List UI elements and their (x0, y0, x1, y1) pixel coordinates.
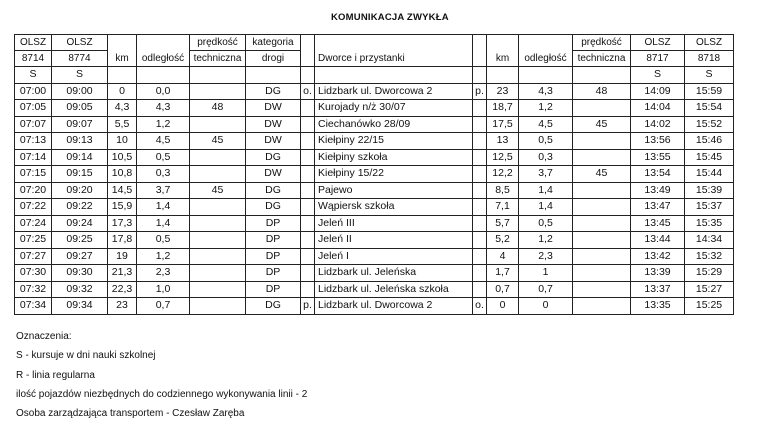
distance-value: 1,4 (519, 199, 573, 216)
legend-line: ilość pojazdów niezbędnych do codziennego wykonywania linii - 2 (16, 388, 308, 400)
distance-value: 2,3 (519, 248, 573, 265)
empty-cell (519, 67, 573, 84)
stop-marker (301, 248, 315, 265)
km-value: 5,5 (108, 116, 137, 133)
table-row (15, 265, 734, 282)
stop-marker (301, 281, 315, 298)
distance-value: 1,0 (137, 281, 190, 298)
return-time: 15:39 (685, 182, 734, 199)
stop-marker: o. (473, 298, 487, 315)
km-header: km (108, 35, 137, 67)
stop-marker (473, 149, 487, 166)
km-value: 18,7 (487, 100, 519, 117)
road-category: DG (246, 83, 301, 100)
course-header: OLSZ (52, 35, 108, 51)
speed-header-sub: techniczna (573, 51, 631, 67)
speed-value (573, 199, 631, 216)
departure-time: 09:24 (52, 215, 108, 232)
road-category: DG (246, 149, 301, 166)
distance-header: odległość (137, 35, 190, 67)
distance-value: 4,3 (137, 100, 190, 117)
distance-value: 1,4 (137, 215, 190, 232)
speed-header: prędkość (190, 35, 246, 51)
road-category: DW (246, 166, 301, 183)
km-value: 15,9 (108, 199, 137, 216)
departure-time: 09:14 (52, 149, 108, 166)
empty-cell (190, 67, 246, 84)
return-time: 13:49 (631, 182, 685, 199)
return-time: 13:45 (631, 215, 685, 232)
empty-cell (473, 67, 487, 84)
road-category: DG (246, 298, 301, 315)
distance-value: 1,2 (137, 248, 190, 265)
stop-name: Wąpiersk szkoła (315, 199, 473, 216)
return-time: 15:25 (685, 298, 734, 315)
distance-value: 0,5 (137, 149, 190, 166)
return-time: 15:52 (685, 116, 734, 133)
distance-value: 1,2 (137, 116, 190, 133)
empty-cell (108, 67, 137, 84)
distance-value: 1 (519, 265, 573, 282)
stop-marker (301, 149, 315, 166)
km-value: 17,8 (108, 232, 137, 249)
empty-cell (315, 67, 473, 84)
distance-value: 4,5 (137, 133, 190, 150)
return-time: 15:32 (685, 248, 734, 265)
departure-time: 07:15 (15, 166, 52, 183)
km-value: 12,5 (487, 149, 519, 166)
stop-name: Pajewo (315, 182, 473, 199)
departure-time: 07:32 (15, 281, 52, 298)
distance-value: 1,4 (137, 199, 190, 216)
km-value: 10,8 (108, 166, 137, 183)
departure-time: 09:00 (52, 83, 108, 100)
speed-value (573, 281, 631, 298)
speed-value: 45 (190, 182, 246, 199)
km-value: 12,2 (487, 166, 519, 183)
stop-name: Kiełpiny szkoła (315, 149, 473, 166)
departure-time: 09:30 (52, 265, 108, 282)
speed-value (573, 248, 631, 265)
stop-marker (473, 133, 487, 150)
km-value: 4 (487, 248, 519, 265)
return-time: 13:42 (631, 248, 685, 265)
speed-value: 45 (573, 116, 631, 133)
stop-marker (301, 116, 315, 133)
stop-marker (301, 232, 315, 249)
departure-time: 07:00 (15, 83, 52, 100)
stop-marker (473, 232, 487, 249)
legend (16, 327, 307, 423)
km-value: 10 (108, 133, 137, 150)
empty-cell (137, 67, 190, 84)
km-value: 7,1 (487, 199, 519, 216)
empty-cell (246, 67, 301, 84)
course-flag: S (15, 67, 52, 84)
legend-line: R - linia regularna (16, 369, 95, 381)
return-time: 15:46 (685, 133, 734, 150)
stop-marker (301, 265, 315, 282)
road-category: DW (246, 133, 301, 150)
return-time: 15:45 (685, 149, 734, 166)
speed-value (190, 232, 246, 249)
table-row (15, 199, 734, 216)
departure-time: 09:13 (52, 133, 108, 150)
road-category: DP (246, 248, 301, 265)
table-row (15, 116, 734, 133)
table-row (15, 215, 734, 232)
course-number: 8718 (685, 51, 734, 67)
stop-marker (301, 166, 315, 183)
speed-value: 45 (573, 166, 631, 183)
table-row (15, 232, 734, 249)
stop-marker (473, 166, 487, 183)
marker-header (473, 35, 487, 67)
empty-cell (487, 67, 519, 84)
speed-value (573, 182, 631, 199)
km-value: 23 (108, 298, 137, 315)
stop-marker (301, 215, 315, 232)
stop-marker: p. (301, 298, 315, 315)
stop-name: Lidzbark ul. Jeleńska (315, 265, 473, 282)
empty-cell (301, 67, 315, 84)
flag-row (15, 67, 734, 84)
return-time: 14:34 (685, 232, 734, 249)
table-row (15, 166, 734, 183)
departure-time: 09:05 (52, 100, 108, 117)
departure-time: 07:27 (15, 248, 52, 265)
stop-marker (473, 182, 487, 199)
distance-value: 4,3 (519, 83, 573, 100)
km-value: 14,5 (108, 182, 137, 199)
km-value: 5,2 (487, 232, 519, 249)
departure-time: 09:22 (52, 199, 108, 216)
speed-value (190, 149, 246, 166)
empty-cell (573, 67, 631, 84)
distance-value: 0,5 (137, 232, 190, 249)
km-value: 17,5 (487, 116, 519, 133)
distance-value: 0,3 (519, 149, 573, 166)
km-value: 4,3 (108, 100, 137, 117)
speed-value (190, 281, 246, 298)
km-value: 23 (487, 83, 519, 100)
road-category: DG (246, 199, 301, 216)
speed-value (190, 298, 246, 315)
speed-value (190, 199, 246, 216)
return-time: 13:35 (631, 298, 685, 315)
timetable (14, 34, 734, 315)
distance-value: 0,3 (137, 166, 190, 183)
header-row (15, 35, 734, 51)
speed-value (190, 83, 246, 100)
table-row (15, 182, 734, 199)
departure-time: 07:20 (15, 182, 52, 199)
distance-header: odległość (519, 35, 573, 67)
departure-time: 07:30 (15, 265, 52, 282)
road-category: DP (246, 281, 301, 298)
departure-time: 09:34 (52, 298, 108, 315)
departure-time: 07:07 (15, 116, 52, 133)
stop-name: Kurojady n/ż 30/07 (315, 100, 473, 117)
return-time: 15:59 (685, 83, 734, 100)
return-time: 15:27 (685, 281, 734, 298)
stop-name: Ciechanówko 28/09 (315, 116, 473, 133)
course-flag: S (52, 67, 108, 84)
return-time: 13:55 (631, 149, 685, 166)
stop-marker (473, 265, 487, 282)
speed-value (190, 215, 246, 232)
km-value: 10,5 (108, 149, 137, 166)
stops-header: Dworce i przystanki (315, 35, 473, 67)
speed-value (573, 232, 631, 249)
return-time: 14:09 (631, 83, 685, 100)
distance-value: 0,5 (519, 133, 573, 150)
return-time: 13:56 (631, 133, 685, 150)
stop-marker (301, 182, 315, 199)
departure-time: 07:22 (15, 199, 52, 216)
departure-time: 07:25 (15, 232, 52, 249)
speed-value (573, 149, 631, 166)
marker-header (301, 35, 315, 67)
distance-value: 0,5 (519, 215, 573, 232)
speed-header-sub: techniczna (190, 51, 246, 67)
course-number: 8774 (52, 51, 108, 67)
course-header: OLSZ (685, 35, 734, 51)
departure-time: 09:07 (52, 116, 108, 133)
distance-value: 1,4 (519, 182, 573, 199)
speed-value (573, 215, 631, 232)
legend-line: S - kursuje w dni nauki szkolnej (16, 350, 156, 362)
distance-value: 3,7 (519, 166, 573, 183)
stop-marker (473, 116, 487, 133)
road-category: DW (246, 100, 301, 117)
stop-marker (473, 199, 487, 216)
table-row (15, 149, 734, 166)
km-value: 0,7 (487, 281, 519, 298)
stop-name: Lidzbark ul. Jeleńska szkoła (315, 281, 473, 298)
km-value: 0 (487, 298, 519, 315)
stop-name: Kiełpiny 22/15 (315, 133, 473, 150)
page-title: KOMUNIKACJA ZWYKŁA (331, 12, 449, 23)
km-value: 1,7 (487, 265, 519, 282)
legend-line: Oznaczenia: (16, 331, 72, 342)
road-category: DG (246, 182, 301, 199)
return-time: 13:54 (631, 166, 685, 183)
table-row (15, 83, 734, 100)
return-time: 13:47 (631, 199, 685, 216)
departure-time: 07:14 (15, 149, 52, 166)
speed-value (190, 265, 246, 282)
km-value: 21,3 (108, 265, 137, 282)
course-number: 8714 (15, 51, 52, 67)
table-row (15, 281, 734, 298)
course-header: OLSZ (15, 35, 52, 51)
stop-marker (301, 100, 315, 117)
return-time: 14:02 (631, 116, 685, 133)
return-time: 13:39 (631, 265, 685, 282)
legend-line: Osoba zarządzająca transportem - Czesław Zaręba (16, 408, 245, 420)
speed-value: 45 (190, 133, 246, 150)
course-flag: S (685, 67, 734, 84)
distance-value: 1,2 (519, 100, 573, 117)
stop-name: Lidzbark ul. Dworcowa 2 (315, 298, 473, 315)
road-category: DP (246, 265, 301, 282)
distance-value: 0,0 (137, 83, 190, 100)
stop-marker (301, 199, 315, 216)
distance-value: 0,7 (519, 281, 573, 298)
departure-time: 07:24 (15, 215, 52, 232)
road-category: DP (246, 232, 301, 249)
speed-value: 48 (190, 100, 246, 117)
km-value: 0 (108, 83, 137, 100)
speed-value (573, 265, 631, 282)
speed-value (190, 166, 246, 183)
return-time: 13:37 (631, 281, 685, 298)
speed-value (573, 298, 631, 315)
stop-marker (473, 248, 487, 265)
road-category: DW (246, 116, 301, 133)
stop-name: Jeleń I (315, 248, 473, 265)
km-header: km (487, 35, 519, 67)
stop-name: Kiełpiny 15/22 (315, 166, 473, 183)
table-row (15, 100, 734, 117)
distance-value: 2,3 (137, 265, 190, 282)
departure-time: 09:15 (52, 166, 108, 183)
speed-value (573, 100, 631, 117)
stop-marker: o. (301, 83, 315, 100)
speed-value: 48 (573, 83, 631, 100)
distance-value: 3,7 (137, 182, 190, 199)
stop-marker (473, 100, 487, 117)
road-category-header: kategoria (246, 35, 301, 51)
road-category: DP (246, 215, 301, 232)
table-row (15, 133, 734, 150)
stop-name: Jeleń III (315, 215, 473, 232)
km-value: 13 (487, 133, 519, 150)
table-row (15, 248, 734, 265)
return-time: 15:37 (685, 199, 734, 216)
km-value: 8,5 (487, 182, 519, 199)
departure-time: 09:27 (52, 248, 108, 265)
stop-name: Jeleń II (315, 232, 473, 249)
km-value: 19 (108, 248, 137, 265)
return-time: 13:44 (631, 232, 685, 249)
course-header: OLSZ (631, 35, 685, 51)
course-number: 8717 (631, 51, 685, 67)
speed-value (190, 116, 246, 133)
return-time: 15:44 (685, 166, 734, 183)
stop-marker (473, 215, 487, 232)
distance-value: 0,7 (137, 298, 190, 315)
departure-time: 09:25 (52, 232, 108, 249)
departure-time: 09:32 (52, 281, 108, 298)
return-time: 15:29 (685, 265, 734, 282)
km-value: 17,3 (108, 215, 137, 232)
stop-name: Lidzbark ul. Dworcowa 2 (315, 83, 473, 100)
distance-value: 4,5 (519, 116, 573, 133)
stop-marker (473, 281, 487, 298)
speed-header: prędkość (573, 35, 631, 51)
road-category-header-sub: drogi (246, 51, 301, 67)
departure-time: 07:13 (15, 133, 52, 150)
stop-marker: p. (473, 83, 487, 100)
km-value: 5,7 (487, 215, 519, 232)
speed-value (573, 133, 631, 150)
course-flag: S (631, 67, 685, 84)
distance-value: 0 (519, 298, 573, 315)
table-row (15, 298, 734, 315)
stop-marker (301, 133, 315, 150)
speed-value (190, 248, 246, 265)
departure-time: 09:20 (52, 182, 108, 199)
return-time: 15:35 (685, 215, 734, 232)
return-time: 14:04 (631, 100, 685, 117)
departure-time: 07:05 (15, 100, 52, 117)
departure-time: 07:34 (15, 298, 52, 315)
return-time: 15:54 (685, 100, 734, 117)
km-value: 22,3 (108, 281, 137, 298)
distance-value: 1,2 (519, 232, 573, 249)
